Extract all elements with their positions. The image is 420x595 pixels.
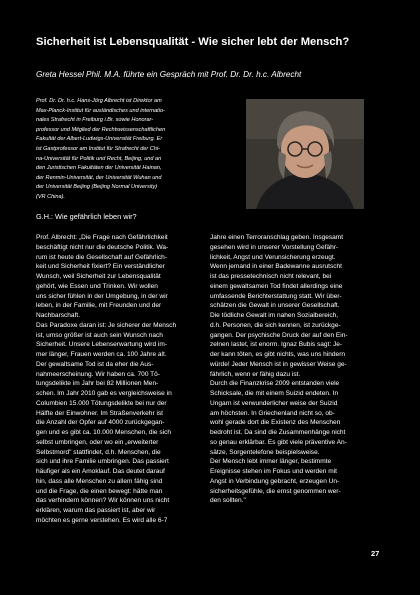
text-line: Hälfte der Einwohner. Im Straßenverkehr ist (36, 409, 163, 417)
text-line: ist das pressetechnisch nicht relevant, bei (210, 273, 332, 280)
text-line: der kann töten, es gibt nichts, was uns hindern (210, 351, 346, 358)
text-line: Selbstmord" stattfindet, d.h. Menschen, die (36, 448, 161, 456)
text-line: die Anzahl der Opfer auf 4000 zurückgegan- (36, 419, 165, 427)
text-line: Die tödliche Gewalt im nahen Sozialbereich, (210, 312, 339, 319)
text-line: Der Mensch lebt immer länger, bestimmte (210, 458, 332, 466)
text-line: und die Frage, die einen bewegt: hätte man (36, 487, 163, 495)
text-line: gesehen wird in unserer Vorstellung Gefähr- (210, 243, 339, 251)
author-bio (36, 97, 233, 203)
text-line: schätzen die Gewalt in unserer Gesellschaft. (210, 302, 340, 310)
text-line: Nachbarschaft. (36, 312, 81, 319)
text-line: zelnen lastet, ist enorm. Ignaz Bubis sagt: Je- (210, 341, 343, 349)
text-line: Durch die Finanzkrise 2009 entstanden viele (210, 380, 340, 388)
text-line: uns sicher fühlen in der Umgebung, in der wir (36, 292, 168, 300)
text-line: bedroht ist. Da sind die Zusammenhänge nicht (210, 429, 346, 436)
bio-line: nales Strafrecht in Freiburg i.Br. sowie Honorar- (36, 117, 154, 124)
bio-line: Max-Planck-Institut für ausländisches und internatio- (36, 107, 165, 114)
text-line: würde! Jeder Mensch ist in gewisser Weise ge- (210, 360, 347, 368)
text-line: Ungarn ist verwunderlicher weise der Suizid (210, 399, 338, 407)
text-line: nahmeerscheinung. Wir haben ca. 700 Tö- (36, 370, 160, 378)
text-line: am höchsten. In Griechenland nicht so, ob- (210, 409, 335, 417)
body-column-right (210, 233, 383, 506)
bio-line: den Juristischen Fakultäten der Universität Hainan, (36, 165, 162, 172)
text-line: sätze, Sorgentelefone beispielsweise. (210, 448, 320, 456)
bio-line: na-Universität für Politik und Recht, Beijing, und an (36, 155, 162, 162)
text-line: das verhindern können? Wir können uns nicht (36, 497, 170, 505)
text-line: so genau erklärbar. Es gibt viele präventive An- (210, 438, 347, 446)
bio-line: (VR China). (36, 193, 65, 200)
text-line: sicherheitsgefühle, die ernst genommen wer- (210, 487, 341, 495)
text-line: d.h. Personen, die sich kennen, ist zurückge- (210, 321, 341, 329)
bio-line: professor und Mitglied der Rechtswissenschaftlichen (36, 126, 166, 133)
text-line: selbst umbringen, oder wo ein „erweiterter (36, 438, 159, 446)
text-line: fährlich, wenn er fähig dazu ist. (210, 370, 301, 378)
text-line: ist, umso größer ist auch sein Wunsch nach (36, 331, 163, 339)
text-line: lichkeit, Angst und Verunsicherung erzeugt. (210, 253, 336, 261)
text-line: tungsdelikte im Jahr bei 82 Millionen Men- (36, 380, 159, 388)
bio-line: ist Gastprofessor am Institut für Strafrecht der Chi- (36, 145, 160, 152)
text-line: Wenn jemand in einer Badewanne ausrutscht (210, 263, 342, 271)
bio-line: Fakultät der Albert-Ludwigs-Universität Freiburg. Er (36, 136, 163, 143)
text-line: Columbien 15.000 Tötungsdelikte bei nur der (36, 399, 167, 407)
body-column-left (36, 233, 209, 526)
text-line: erklären, warum das passiert ist, aber wir (36, 507, 156, 514)
text-line: Sicherheit. Unsere Lebenserwartung wird im- (36, 341, 167, 349)
text-line: mer länger, Frauen werden ca. 100 Jahre alt. (36, 351, 167, 358)
text-line: Schicksale, die mit einem Suizid endeten. In (210, 390, 339, 397)
text-line: Jahre einen Terroranschlag geben. Insgesamt (210, 234, 344, 241)
text-line: Angst in Verbindung gebracht, erzeugen Un- (210, 477, 340, 485)
interview-question: G.H.: Wie gefährlich leben wir? (36, 212, 137, 221)
text-line: einem gewaltsamen Tod findet allerdings eine (210, 282, 343, 290)
text-line: Prof. Albrecht: „Die Frage nach Gefährlichkeit (36, 234, 168, 241)
text-line: häufiger als ein Amoklauf. Das deutet darauf (36, 468, 165, 475)
text-line: gen und es gibt ca. 10.000 Menschen, die sich (36, 429, 172, 436)
bio-line: der Renmin-Universität, der Universität Wuhan und (36, 174, 162, 181)
bio-line: Prof. Dr. Dr. h.c. Hans-Jörg Albrecht ist Direktor am (36, 98, 162, 104)
text-line: beschäftigt nicht nur die deutsche Politik. Wa- (36, 243, 169, 251)
text-line: möchten es gerne verstehen. Es wird alle 6-7 (36, 516, 168, 524)
text-line: rum ist heute die Gesellschaft auf Gefährlich- (36, 253, 167, 261)
article-subtitle: Greta Hessel Phil. M.A. führte ein Gespräch mit Prof. Dr. Dr. h.c. Albrecht (36, 70, 302, 79)
bio-line: der Universität Beijing (Beijing Normal University) (36, 184, 158, 191)
text-line: den sollten." (210, 497, 246, 505)
text-line: hin, dass alle Menschen zu allem fähig sind (36, 477, 163, 485)
text-line: Wunsch, weil Sicherheit zur Lebensqualität (36, 273, 161, 280)
text-line: umfassende Berichterstattung statt. Wir über- (210, 292, 342, 300)
text-line: Der gewaltsame Tod ist da eher die Aus- (36, 360, 154, 368)
text-line: gehört, wie Essen und Trinken. Wir wollen (36, 282, 158, 290)
text-line: keit und Sicherheit fixiert? Ein verständlicher (36, 263, 165, 271)
text-line: gangen. Der psychische Druck der auf den Ein- (210, 331, 348, 339)
text-line: Das Paradoxe daran ist: Je sicherer der Mensch (36, 321, 177, 329)
text-line: schen. Im Jahr 2010 gab es vergleichsweise in (36, 390, 172, 397)
text-line: Ereignisse stehen im Fokus und werden mit (210, 468, 337, 475)
page-number: 27 (371, 549, 380, 558)
portrait-photo (246, 99, 364, 209)
text-line: wohl gerade dort die Existenz des Menschen (210, 419, 341, 427)
article-title: Sicherheit ist Lebensqualität - Wie sicher lebt der Mensch? (36, 36, 350, 48)
text-line: leben, in der Familie, mit Freunden und der (36, 302, 162, 310)
text-line: sich und ihre Familie umbringen. Das passiert (36, 458, 169, 466)
